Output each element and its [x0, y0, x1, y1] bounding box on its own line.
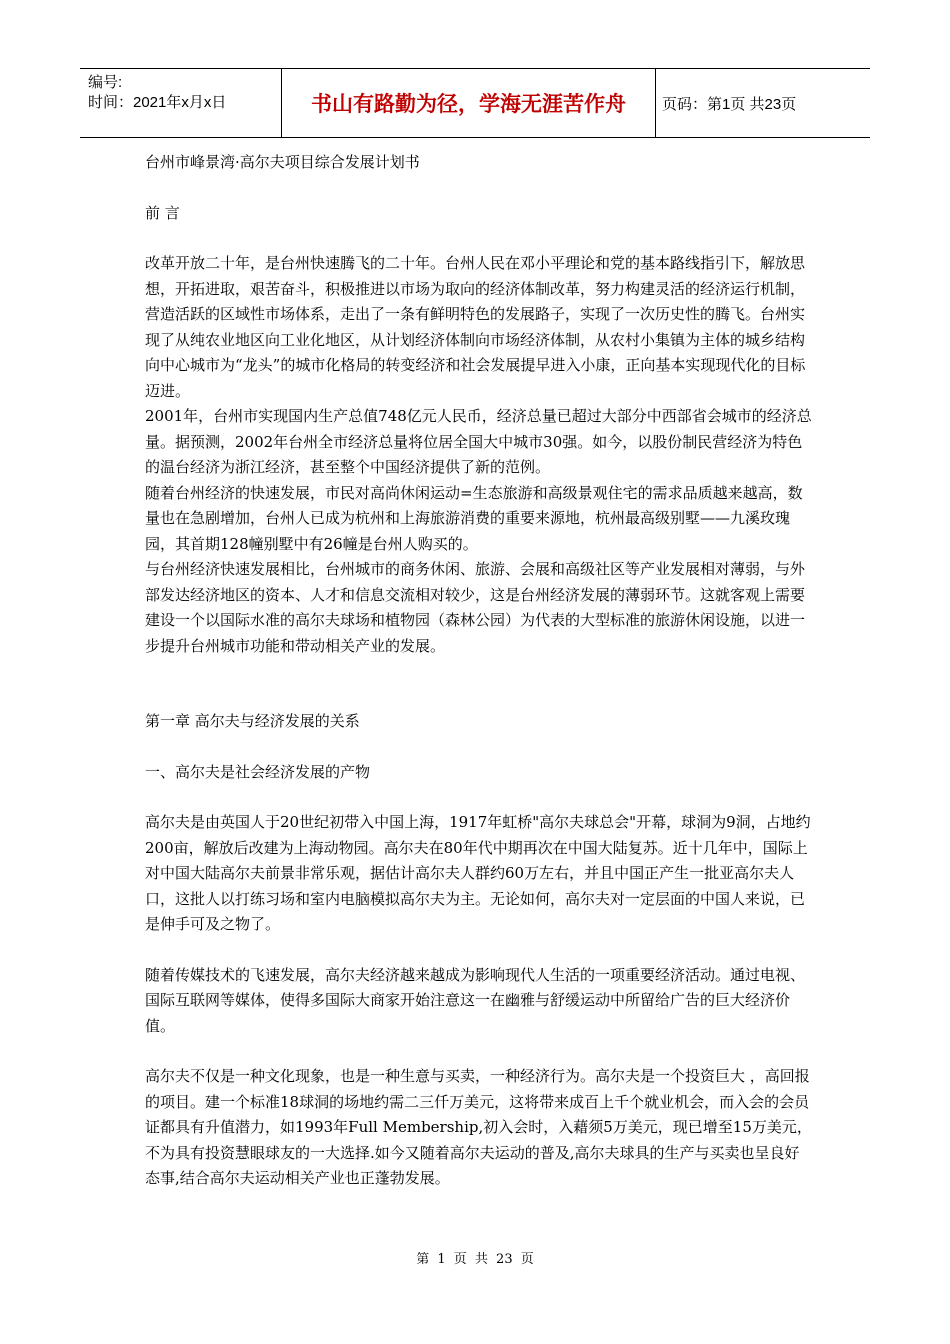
- paragraph: 改革开放二十年，是台州快速腾飞的二十年。台州人民在邓小平理论和党的基本路线指引下，解放思想，开拓进取，艰苦奋斗，积极推进以市场为取向的经济体制改革，努力构建灵活的经济运行机制，营造活跃的区域性市场体系，走出了一条有鲜明特色的发展路子，实现了一次历史性的腾飞。台州实现了从纯农业地区向工业化地区，从计划经济体制向市场经济体制，从农村小集镇为主体的城乡结构向中心城市为“龙头”的城市化格局的转变经济和社会发展提早进入小康，正向基本实现现代化的目标迈进。: [145, 254, 806, 400]
- page-header: [80, 68, 870, 138]
- time-label: 时间：2021年x月x日: [88, 94, 227, 111]
- paragraph: 高尔夫不仅是一种文化现象，也是一种生意与买卖，一种经济行为。高尔夫是一个投资巨大 ，高回报的项目。建一个标准18球洞的场地约需二三仟万美元，这将带来成百上千个就业机会，而入会的会员证都具有升值潜力，如1993年Full Membership,初入会时，入藉须5万美元，现已增至15万美元，不为具有投资慧眼球友的一大选择.如今又随着高尔夫运动的普及,高尔夫球具的生产与买卖也呈良好态事,结合高尔夫运动相关产业也正蓬勃发展。: [145, 1067, 812, 1187]
- header-page-info: 页码：第1页 共23页: [662, 95, 797, 113]
- header-motto: 书山有路勤为径，学海无涯苦作舟: [311, 92, 626, 116]
- number-label: 编号:: [88, 74, 123, 91]
- chapter-heading: 第一章 高尔夫与经济发展的关系: [145, 712, 360, 730]
- paragraph: 随着传媒技术的飞速发展，高尔夫经济越来越成为影响现代人生活的一项重要经济活动。通过电视、国际互联网等媒体，使得多国际大商家开始注意这一在幽雅与舒缓运动中所留给广告的巨大经济价值。: [145, 965, 806, 1035]
- paragraph: 高尔夫是由英国人于20世纪初带入中国上海，1917年虹桥"高尔夫球总会"开幕，球洞为9洞，占地约200亩，解放后改建为上海动物园。高尔夫在80年代中期再次在中国大陆复苏。近十几年中，国际上对中国大陆高尔夫前景非常乐观，据估计高尔夫人群约60万左右，并且中国正产生一批亚高尔夫人口，这批人以打练习场和室内电脑模拟高尔夫为主。无论如何，高尔夫对一定层面的中国人来说，已是伸手可及之物了。: [145, 813, 811, 933]
- paragraph: 随着台州经济的快速发展，市民对高尚休闲运动=生态旅游和高级景观住宅的需求品质越来越高，数量也在急剧增加，台州人已成为杭州和上海旅游消费的重要来源地，杭州最高级别墅——九溪玫瑰园，其首期128幢别墅中有26幢是台州人购买的。: [145, 483, 803, 553]
- header-meta: [88, 73, 284, 113]
- document-title: 台州市峰景湾·高尔夫项目综合发展计划书: [145, 153, 420, 171]
- paragraph: 2001年，台州市实现国内生产总值748亿元人民币，经济总量已超过大部分中西部省会城市的经济总量。据预测，2002年台州全市经济总量将位居全国大中城市30强。如今，以股份制民营经济为特色的温台经济为浙江经济，甚至整个中国经济提供了新的范例。: [145, 407, 812, 476]
- preface-heading: 前 言: [145, 203, 180, 222]
- section-heading: 一、高尔夫是社会经济发展的产物: [145, 762, 371, 781]
- paragraph: 与台州经济快速发展相比，台州城市的商务休闲、旅游、会展和高级社区等产业发展相对薄弱，与外部发达经济地区的资本、人才和信息交流相对较少，这是台州经济发展的薄弱环节。这就客观上需要建设一个以国际水准的高尔夫球场和植物园（森林公园）为代表的大型标准的旅游休闲设施，以进一步提升台州城市功能和带动相关产业的发展。: [145, 560, 806, 655]
- header-divider: [655, 69, 656, 137]
- page-footer: 第 1 页 共 23 页: [416, 1252, 534, 1267]
- document-body: [145, 150, 813, 1192]
